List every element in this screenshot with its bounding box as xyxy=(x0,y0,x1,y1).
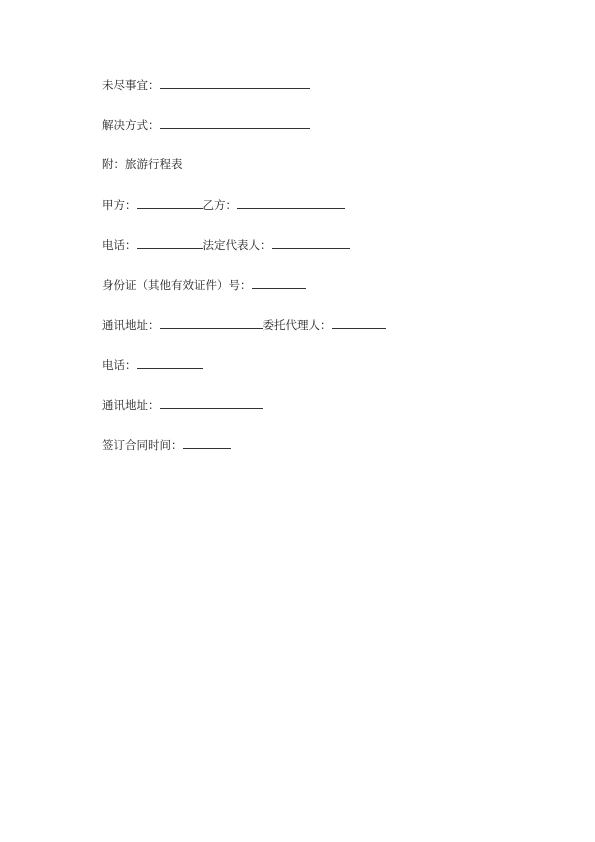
signing-date-line xyxy=(102,436,231,452)
party-b-blank[interactable] xyxy=(237,196,345,209)
attachment-line xyxy=(102,156,183,172)
id-number-blank[interactable] xyxy=(252,276,306,289)
phone-blank-2[interactable] xyxy=(137,356,203,369)
party-a-label: 甲方： xyxy=(102,198,137,212)
party-a-blank[interactable] xyxy=(137,196,203,209)
address-label-2: 通讯地址： xyxy=(102,398,160,412)
authorized-agent-label: 委托代理人： xyxy=(262,318,332,332)
phone-label-2: 电话： xyxy=(102,358,137,372)
parties-line xyxy=(102,196,345,212)
resolution-method-label: 解决方式： xyxy=(102,118,160,132)
resolution-method-blank[interactable] xyxy=(160,116,310,129)
attachment-label: 附：旅游行程表 xyxy=(102,157,183,171)
party-b-label: 乙方： xyxy=(202,198,237,212)
phone-label: 电话： xyxy=(102,238,137,252)
phone-representative-line xyxy=(102,236,350,252)
signing-date-blank[interactable] xyxy=(183,436,231,449)
address-blank-2[interactable] xyxy=(160,396,263,409)
unfinished-matters-line xyxy=(102,76,310,92)
authorized-agent-blank[interactable] xyxy=(332,316,386,329)
phone-blank[interactable] xyxy=(137,236,203,249)
resolution-method-line xyxy=(102,116,310,132)
signing-date-label: 签订合同时间： xyxy=(102,438,183,452)
address-line-2 xyxy=(102,396,263,412)
legal-representative-blank[interactable] xyxy=(272,236,350,249)
address-blank[interactable] xyxy=(160,316,263,329)
phone-line-2 xyxy=(102,356,203,372)
legal-representative-label: 法定代表人： xyxy=(202,238,272,252)
address-agent-line xyxy=(102,316,386,332)
id-number-line xyxy=(102,276,306,292)
unfinished-matters-blank[interactable] xyxy=(160,76,310,89)
address-label: 通讯地址： xyxy=(102,318,160,332)
unfinished-matters-label: 未尽事宜： xyxy=(102,78,160,92)
id-number-label: 身份证（其他有效证件）号： xyxy=(102,278,252,292)
